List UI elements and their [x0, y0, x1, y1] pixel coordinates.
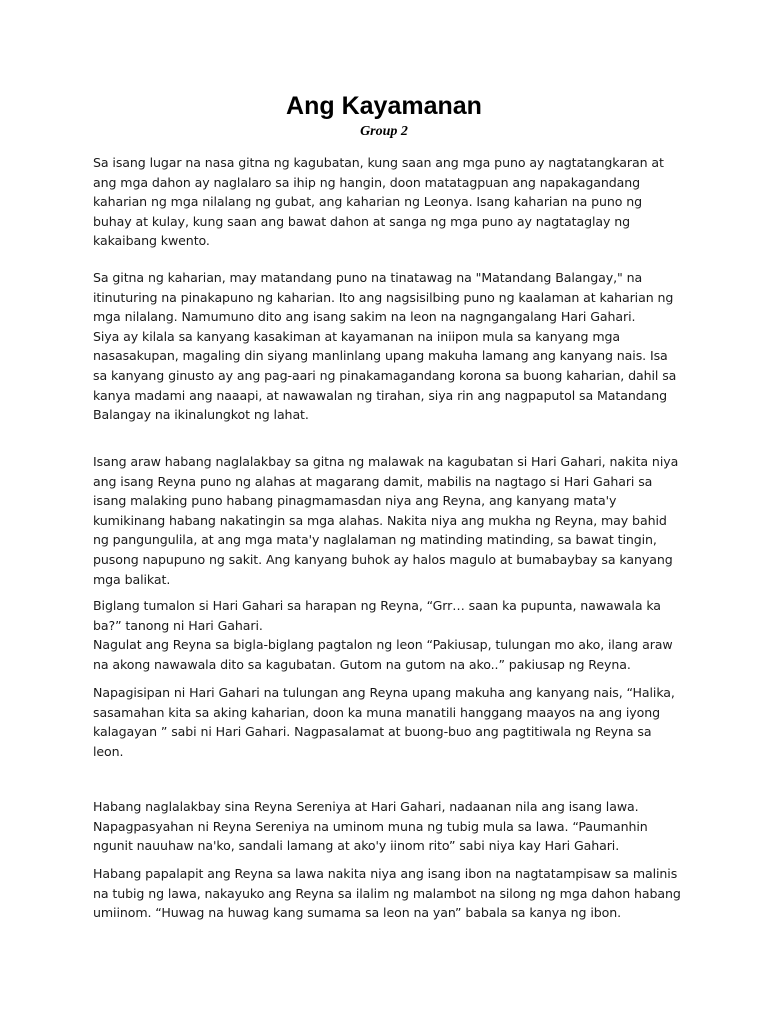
document-title: Ang Kayamanan: [286, 92, 482, 120]
paragraph-5: Napagisipan ni Hari Gahari na tulungan ang Reyna upang makuha ang kanyang nais, “Halika, sasamahan kita sa aking kaharian, doon ka muna manatili hanggang maayos na ang iyong kalagayan ” sabi ni Hari Gahari. Nagpasalamat at buong-buo ang pagtitiwala ng Reyna sa leon.: [93, 685, 675, 759]
paragraph-7: Habang papalapit ang Reyna sa lawa nakita niya ang isang ibon na nagtatampisaw sa malinis na tubig ng lawa, nakayuko ang Reyna sa ilalim ng malambot na silong ng mga dahon habang umiinom. “Huwag na huwag kang sumama sa leon na yan” babala sa kanya ng ibon.: [93, 866, 681, 921]
paragraph-3: Isang araw habang naglalakbay sa gitna ng malawak na kagubatan si Hari Gahari, nakita niya ang isang Reyna puno ng alahas at magarang damit, mabilis na nagtago si Hari Gahari sa isang malaking puno habang pinagmamasdan niya ang Reyna, ang kanyang mata'y kumikinang habang nakatingin sa mga alahas. Nakita niya ang mukha ng Reyna, may bahid ng pangungulila, at ang mga mata'y naglalaman ng matinding matinding, sa bawat tingin, pusong napupuno ng sakit. Ang kanyang buhok ay halos magulo at bumabaybay sa kanyang mga balikat.: [93, 454, 679, 587]
paragraph-4: Biglang tumalon si Hari Gahari sa harapan ng Reyna, “Grr… saan ka pupunta, nawawala ka ba?” tanong ni Hari Gahari. Nagulat ang Reyna sa bigla-biglang pagtalon ng leon “Pakiusap, tulungan mo ako, ilang araw na akong nawawala dito sa kagubatan. Gutom na gutom na ako..” pakiusap ng Reyna.: [93, 598, 673, 672]
document-subtitle: Group 2: [360, 124, 408, 139]
paragraph-6: Habang naglalakbay sina Reyna Sereniya at Hari Gahari, nadaanan nila ang isang lawa. Napagpasyahan ni Reyna Sereniya na uminom muna ng tubig mula sa lawa. “Paumanhin ngunit nauuhaw na'ko, sandali lamang at ako'y iinom rito” sabi niya kay Hari Gahari.: [93, 799, 648, 854]
paragraph-1: Sa isang lugar na nasa gitna ng kagubatan, kung saan ang mga puno ay nagtatangkaran at ang mga dahon ay naglalaro sa ihip ng hangin, doon matatagpuan ang napakagandang kaharian ng mga nilalang ng gubat, ang kaharian ng Leonya. Isang kaharian na puno ng buhay at kulay, kung saan ang bawat dahon at sanga ng mga puno ay nagtataglay ng kakaibang kwento.: [93, 155, 664, 249]
paragraph-2: Sa gitna ng kaharian, may matandang puno na tinatawag na "Matandang Balangay," na itinuturing na pinakapuno ng kaharian. Ito ang nagsisilbing puno ng kaalaman at kaharian ng mga nilalang. Namumuno dito ang isang sakim na leon na nagngangalang Hari Gahari. Siya ay kilala sa kanyang kasakiman at kayamanan na iniipon mula sa kanyang mga nasasakupan, magaling din siyang manlinlang upang makuha lamang ang kanyang nais. Isa sa kanyang ginusto ay ang pag-aari ng pinakamagandang korona sa buong kaharian, dahil sa kanya madami ang naaapi, at nawawalan ng tirahan, siya rin ang nagpaputol sa Matandang Balangay na ikinalungkot ng lahat.: [93, 270, 677, 423]
